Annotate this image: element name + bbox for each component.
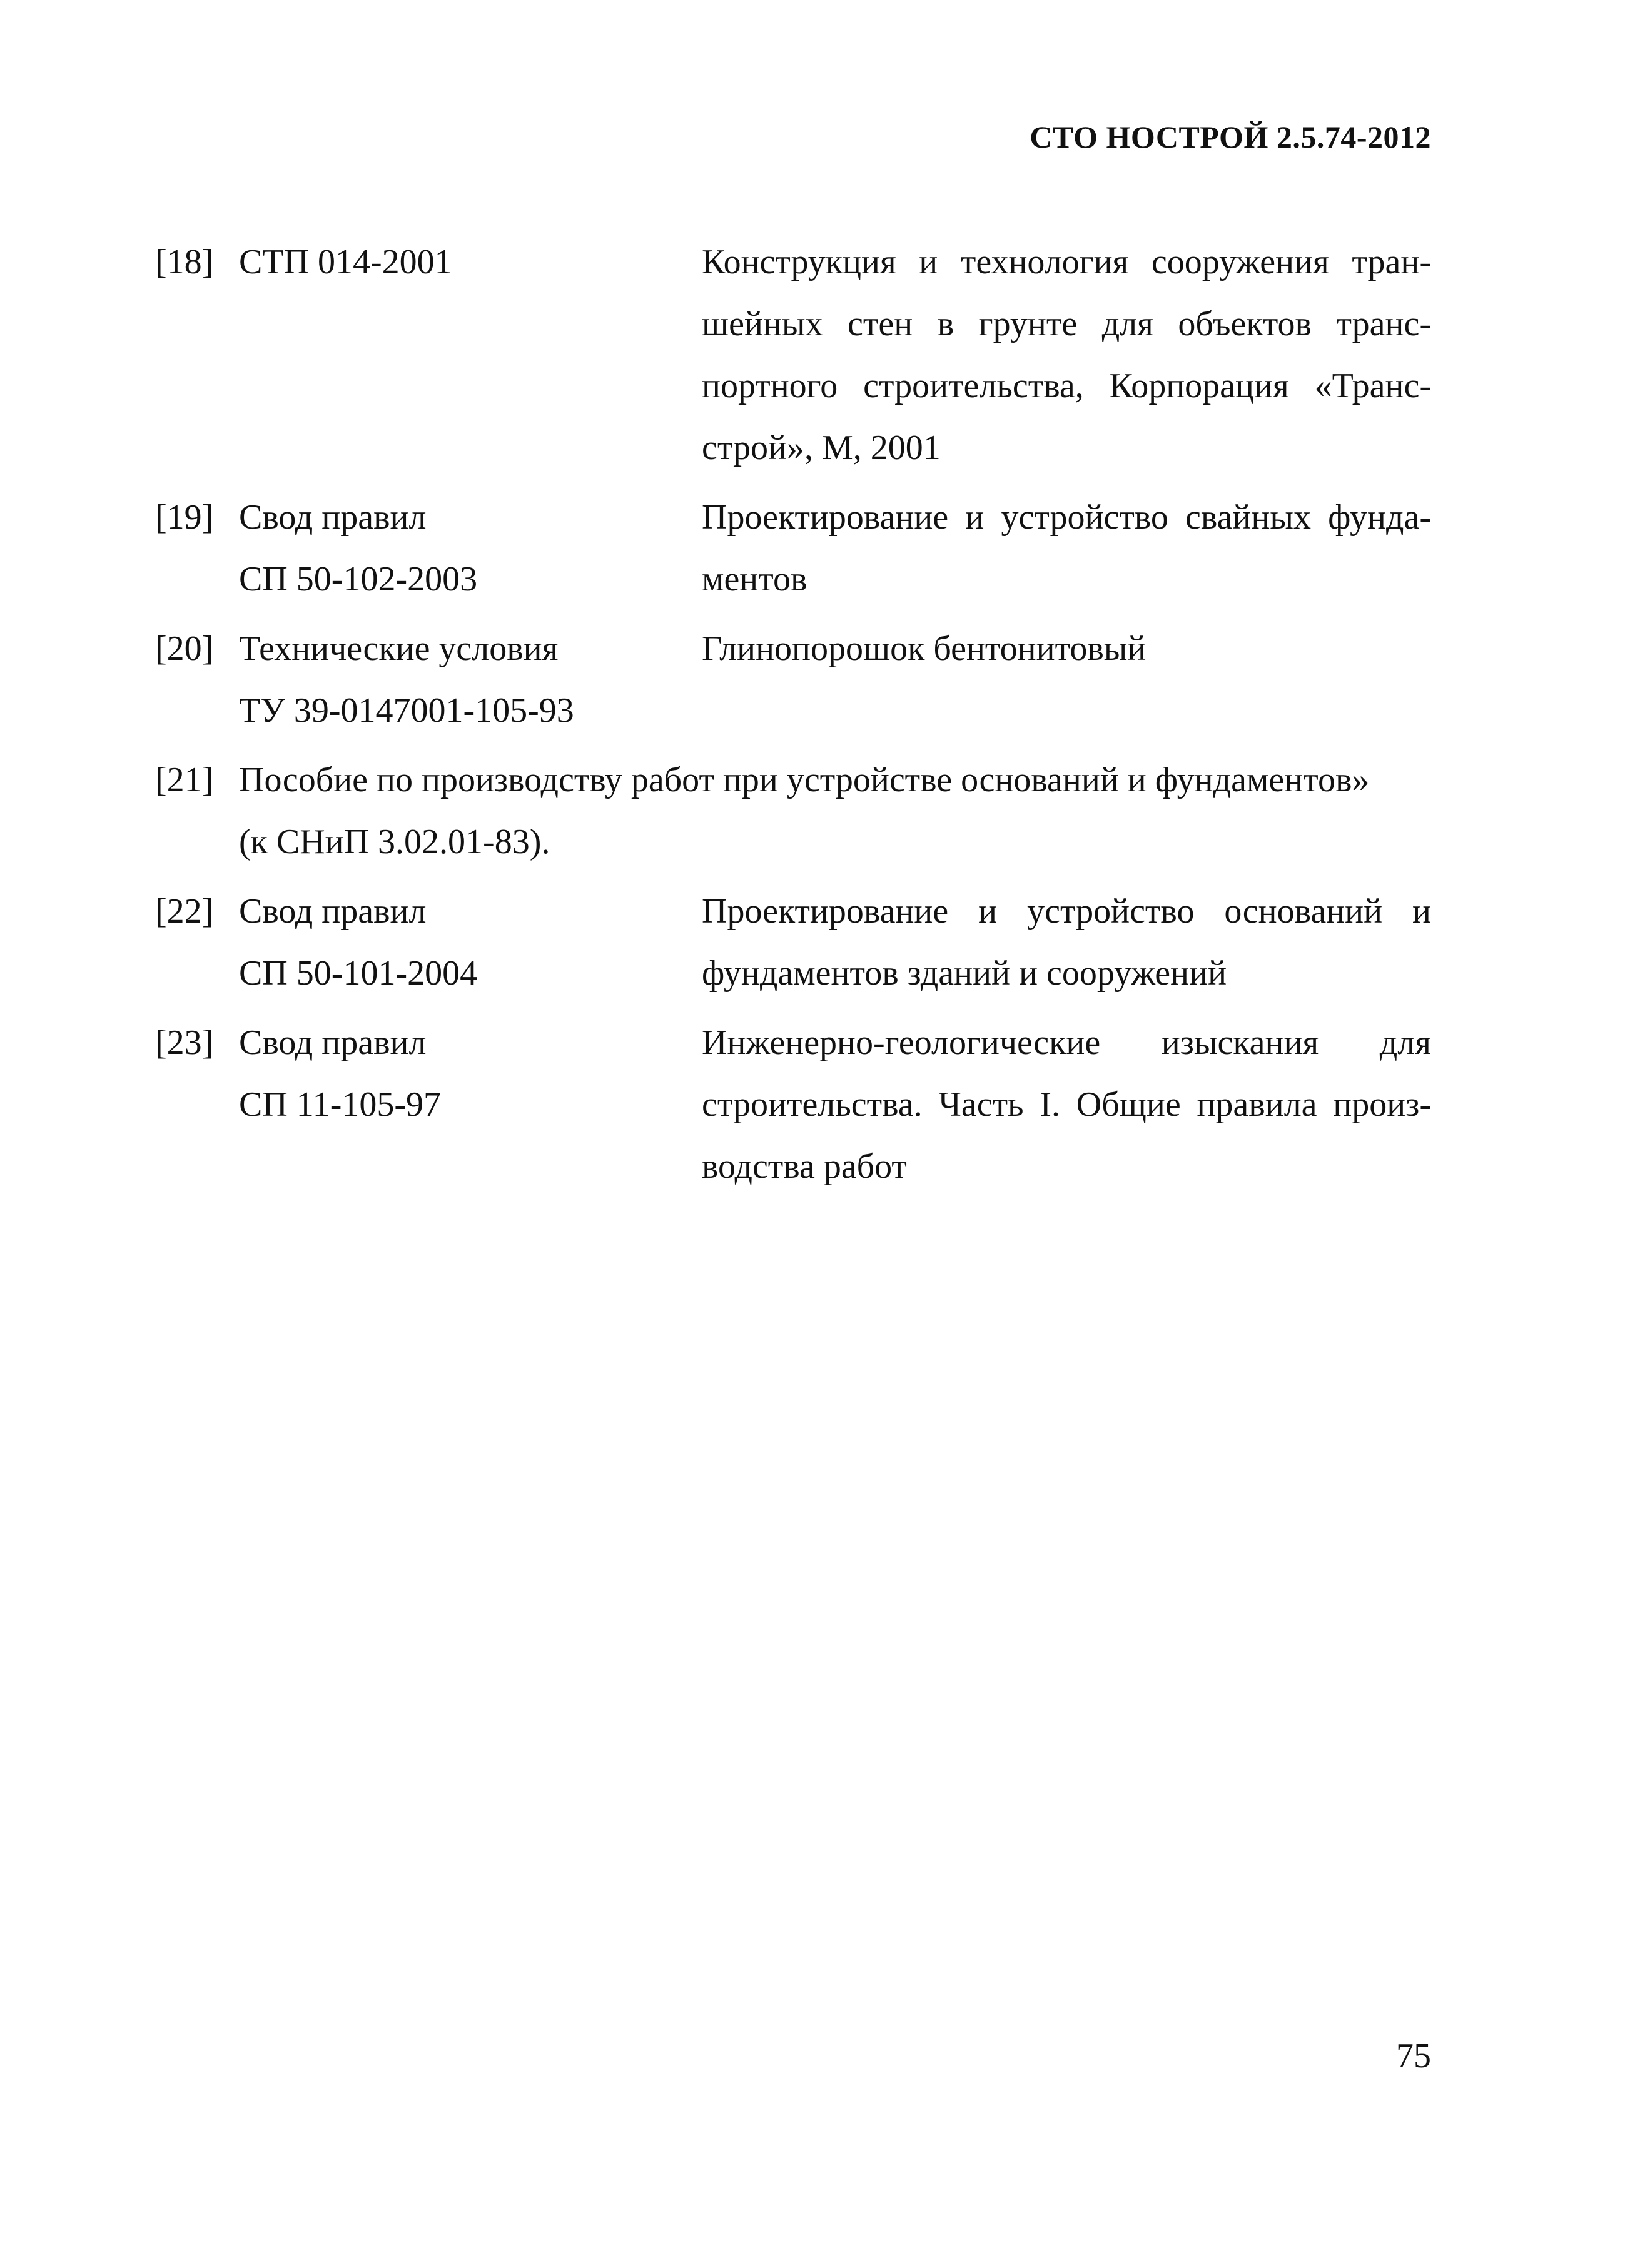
reference-number: [22] (155, 892, 214, 931)
reference-title: Инженерно-геологические изыскания для строительства. Часть I. Общие правила производства работ (702, 1023, 1431, 1186)
reference-document-line: СП 11-105-97 (239, 1085, 442, 1124)
reference-full-text-line: (к СНиП 3.02.01-83). (239, 823, 550, 861)
reference-document-line: Технические условия (239, 629, 559, 668)
reference-title: Проектирование и устройство оснований и фундаментов зданий и сооружений (702, 892, 1431, 993)
reference-document-line: Свод правил (239, 498, 427, 537)
reference-item (155, 487, 1431, 610)
reference-item (155, 1012, 1431, 1198)
reference-number: [19] (155, 498, 214, 537)
reference-document-line: СП 50-102-2003 (239, 560, 478, 599)
reference-item (155, 749, 1431, 873)
reference-document (239, 487, 702, 610)
reference-item (155, 881, 1431, 1005)
reference-number: [20] (155, 629, 214, 668)
reference-document-line: СТП 014-2001 (239, 243, 452, 281)
reference-number: [18] (155, 243, 214, 281)
reference-title: Конструкция и технология сооружения траншейных стен в грунте для объектов транспортного строительства, Корпорация «Трансстрой», М, 2001 (702, 243, 1431, 467)
reference-title: Глинопорошок бентонитовый (702, 629, 1147, 668)
reference-list (155, 231, 1431, 1205)
reference-title: Проектирование и устройство свайных фундаментов (702, 498, 1431, 599)
reference-item (155, 618, 1431, 742)
reference-full-text-line: Пособие по производству работ при устройстве оснований и фундаментов» (239, 761, 1370, 799)
reference-number: [21] (155, 761, 214, 799)
reference-document (239, 618, 702, 742)
reference-document-line: СП 50-101-2004 (239, 954, 478, 993)
reference-item (155, 231, 1431, 479)
page-number: 75 (1396, 2037, 1431, 2075)
reference-full-text (239, 749, 1431, 873)
reference-document (239, 881, 702, 1005)
reference-document-line: Свод правил (239, 1023, 427, 1062)
reference-document (239, 1012, 702, 1198)
reference-document-line: ТУ 39-0147001-105-93 (239, 691, 574, 730)
reference-number: [23] (155, 1023, 214, 1062)
document-code-header: СТО НОСТРОЙ 2.5.74-2012 (1030, 119, 1431, 154)
reference-document-line: Свод правил (239, 892, 427, 931)
reference-document (239, 231, 702, 479)
